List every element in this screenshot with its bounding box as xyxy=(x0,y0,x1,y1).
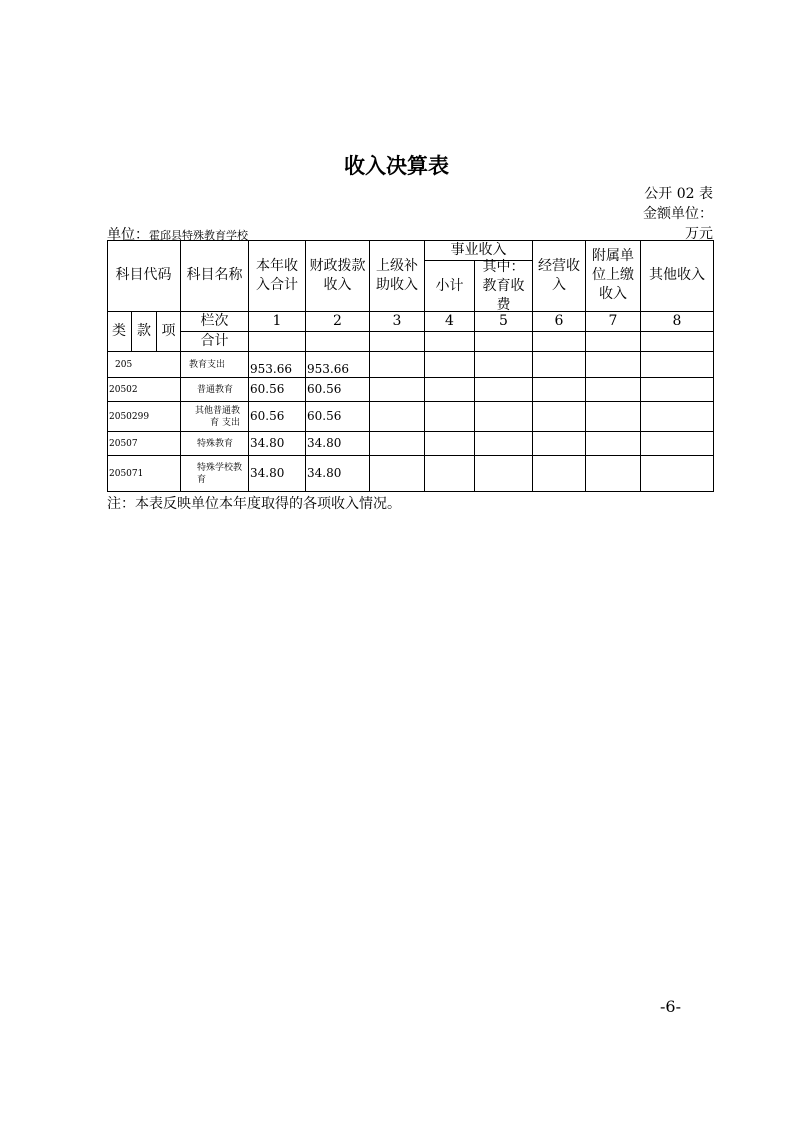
row-name: 教育支出 xyxy=(181,352,249,378)
sum-cell xyxy=(533,332,586,352)
row-code: 205071 xyxy=(107,456,181,492)
page-number: -6- xyxy=(660,997,681,1016)
empty-cell xyxy=(586,456,641,492)
empty-cell xyxy=(370,432,425,456)
empty-cell xyxy=(533,378,586,402)
empty-cell xyxy=(586,432,641,456)
column-number: 8 xyxy=(641,312,714,332)
row-code: 2050299 xyxy=(107,402,181,432)
row-total: 60.56 xyxy=(249,402,306,432)
header-affiliated: 附属单位上缴收入 xyxy=(586,240,641,312)
empty-cell xyxy=(641,352,714,378)
sum-cell xyxy=(306,332,370,352)
empty-cell xyxy=(533,456,586,492)
empty-cell xyxy=(586,352,641,378)
page-title: 收入决算表 xyxy=(344,154,449,178)
row-fiscal: 953.66 xyxy=(306,352,370,378)
column-number: 1 xyxy=(249,312,306,332)
header-name: 科目名称 xyxy=(181,240,249,312)
header-operating: 经营收入 xyxy=(533,240,586,312)
column-number: 5 xyxy=(475,312,533,332)
empty-cell xyxy=(370,456,425,492)
header-business: 事业收入 xyxy=(425,240,533,261)
unit-label: 单位： xyxy=(107,227,149,243)
empty-cell xyxy=(641,432,714,456)
table-note: 注：本表反映单位本年度取得的各项收入情况。 xyxy=(107,496,401,512)
row-fiscal: 60.56 xyxy=(306,402,370,432)
row-total: 953.66 xyxy=(249,352,306,378)
sum-cell xyxy=(425,332,475,352)
empty-cell xyxy=(475,432,533,456)
header-xiang: 项 xyxy=(157,312,181,352)
column-number: 4 xyxy=(425,312,475,332)
header-lei: 类 xyxy=(107,312,132,352)
empty-cell xyxy=(425,432,475,456)
column-number: 3 xyxy=(370,312,425,332)
row-total: 34.80 xyxy=(249,432,306,456)
row-code: 20507 xyxy=(107,432,181,456)
empty-cell xyxy=(533,352,586,378)
empty-cell xyxy=(425,402,475,432)
row-fiscal: 34.80 xyxy=(306,432,370,456)
unit-name: 霍邱县特殊教育学校 xyxy=(149,229,248,242)
row-code: 205 xyxy=(107,352,181,378)
empty-cell xyxy=(370,402,425,432)
header-sum: 合计 xyxy=(181,332,249,352)
column-number: 2 xyxy=(306,312,370,332)
row-name: 普通教育 xyxy=(181,378,249,402)
empty-cell xyxy=(425,378,475,402)
empty-cell xyxy=(425,352,475,378)
empty-cell xyxy=(586,378,641,402)
row-total: 60.56 xyxy=(249,378,306,402)
empty-cell xyxy=(475,352,533,378)
sum-cell xyxy=(586,332,641,352)
empty-cell xyxy=(475,456,533,492)
column-number: 6 xyxy=(533,312,586,332)
header-code: 科目代码 xyxy=(107,240,181,312)
header-subtotal: 小计 xyxy=(425,261,475,312)
row-name: 特殊教育 xyxy=(181,432,249,456)
amount-unit: 万元 xyxy=(685,226,713,242)
sum-cell xyxy=(249,332,306,352)
empty-cell xyxy=(533,432,586,456)
row-fiscal: 34.80 xyxy=(306,456,370,492)
empty-cell xyxy=(475,378,533,402)
empty-cell xyxy=(641,402,714,432)
empty-cell xyxy=(533,402,586,432)
sum-cell xyxy=(475,332,533,352)
column-number: 7 xyxy=(586,312,641,332)
header-kuan: 款 xyxy=(132,312,157,352)
empty-cell xyxy=(586,402,641,432)
amount-unit-label: 金额单位： xyxy=(643,206,713,222)
empty-cell xyxy=(425,456,475,492)
header-subsidy: 上级补助收入 xyxy=(370,240,425,312)
header-other: 其他收入 xyxy=(641,240,714,312)
sum-cell xyxy=(641,332,714,352)
empty-cell xyxy=(641,456,714,492)
header-total: 本年收入合计 xyxy=(249,240,306,312)
header-edu-fee: 其中：教育收费 xyxy=(475,261,533,312)
empty-cell xyxy=(475,402,533,432)
row-name: 特殊学校教育 xyxy=(181,456,249,492)
empty-cell xyxy=(370,378,425,402)
form-code: 公开 02 表 xyxy=(644,186,713,202)
header-column-no: 栏次 xyxy=(181,312,249,332)
row-name: 其他普通教育 支出 xyxy=(181,402,249,432)
header-fiscal: 财政拨款收入 xyxy=(306,240,370,312)
row-code: 20502 xyxy=(107,378,181,402)
empty-cell xyxy=(370,352,425,378)
empty-cell xyxy=(641,378,714,402)
income-table xyxy=(107,240,714,492)
row-total: 34.80 xyxy=(249,456,306,492)
row-fiscal: 60.56 xyxy=(306,378,370,402)
sum-cell xyxy=(370,332,425,352)
